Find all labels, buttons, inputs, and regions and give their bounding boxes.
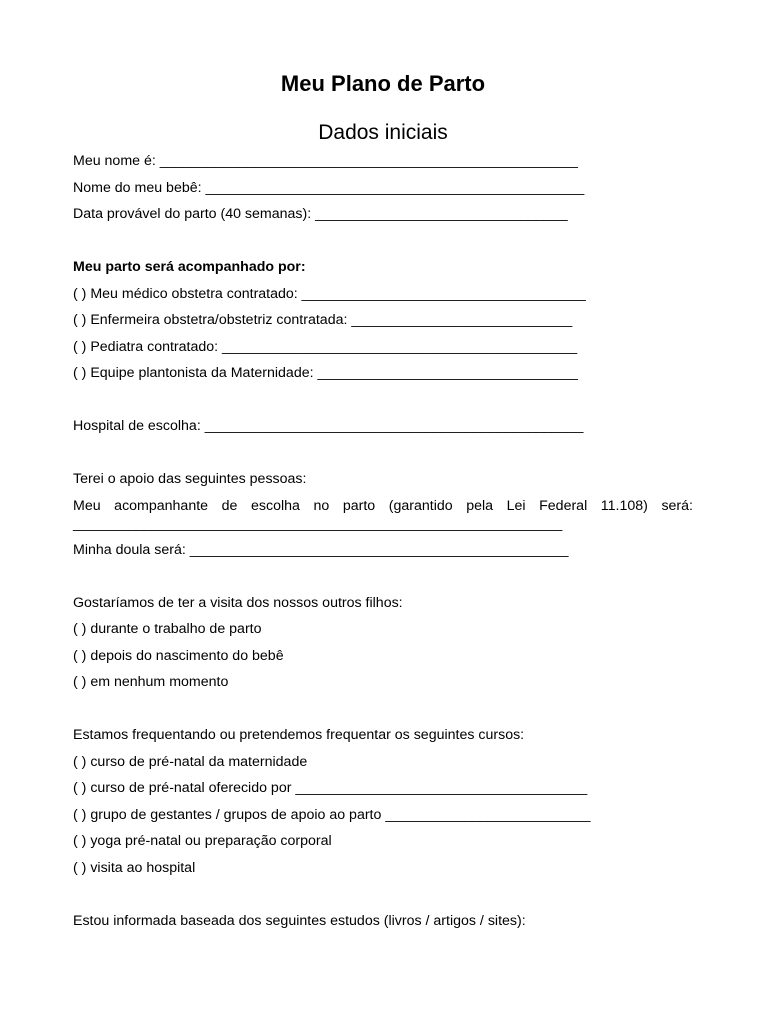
companion-law-paragraph bbox=[73, 497, 693, 533]
support-heading: Terei o apoio das seguintes pessoas: bbox=[73, 471, 307, 487]
baby-name-field-line: Nome do meu bebê: ________________________________________________ bbox=[73, 179, 585, 196]
due-date-field-line: Data provável do parto (40 semanas): ________________________________ bbox=[73, 206, 568, 222]
spacer bbox=[73, 387, 693, 414]
spacer bbox=[73, 563, 693, 590]
studies-heading: Estou informada baseada dos seguintes estudos (livros / artigos / sites): bbox=[73, 912, 526, 929]
option-visit-during-labor: ( ) durante o trabalho de parto bbox=[73, 621, 262, 637]
companion-law-line: Meu acompanhante de escolha no parto (garantido pela Lei Federal 11.108) será: bbox=[73, 497, 693, 514]
spacer bbox=[73, 696, 693, 723]
option-course-hospital-visit: ( ) visita ao hospital bbox=[73, 859, 196, 876]
hospital-field-line: Hospital de escolha: ________________________________________________ bbox=[73, 418, 584, 434]
option-course-maternity: ( ) curso de pré-natal da maternidade bbox=[73, 753, 308, 770]
option-obstetrician: ( ) Meu médico obstetra contratado: ____________________________________ bbox=[73, 285, 586, 302]
doula-field-line: Minha doula será: ________________________________________________ bbox=[73, 541, 569, 558]
companion-heading: Meu parto será acompanhado por: bbox=[73, 259, 306, 275]
spacer bbox=[73, 228, 693, 255]
visits-heading: Gostaríamos de ter a visita dos nossos outros filhos: bbox=[73, 594, 403, 611]
option-visit-never: ( ) em nenhum momento bbox=[73, 674, 229, 690]
option-course-support-group: ( ) grupo de gestantes / grupos de apoio ao parto __________________________ bbox=[73, 806, 591, 823]
document-page bbox=[73, 64, 693, 934]
companion-law-blank: ______________________________________________________________ bbox=[73, 515, 563, 532]
option-visit-after-birth: ( ) depois do nascimento do bebê bbox=[73, 647, 284, 664]
courses-heading: Estamos frequentando ou pretendemos frequentar os seguintes cursos: bbox=[73, 727, 525, 743]
option-hospital-team: ( ) Equipe plantonista da Maternidade: _________________________________ bbox=[73, 365, 578, 381]
page-title: Meu Plano de Parto bbox=[280, 71, 486, 96]
section-subtitle: Dados iniciais bbox=[318, 121, 448, 144]
option-pediatrician: ( ) Pediatra contratado: _____________________________________________ bbox=[73, 338, 578, 355]
spacer bbox=[73, 881, 693, 908]
option-course-yoga: ( ) yoga pré-natal ou preparação corporal bbox=[73, 833, 332, 849]
option-midwife: ( ) Enfermeira obstetra/obstetriz contratada: ____________________________ bbox=[73, 312, 573, 328]
name-field-line: Meu nome é: _____________________________________________________ bbox=[73, 153, 578, 169]
spacer bbox=[73, 440, 693, 467]
option-course-other: ( ) curso de pré-natal oferecido por _____________________________________ bbox=[73, 780, 588, 796]
